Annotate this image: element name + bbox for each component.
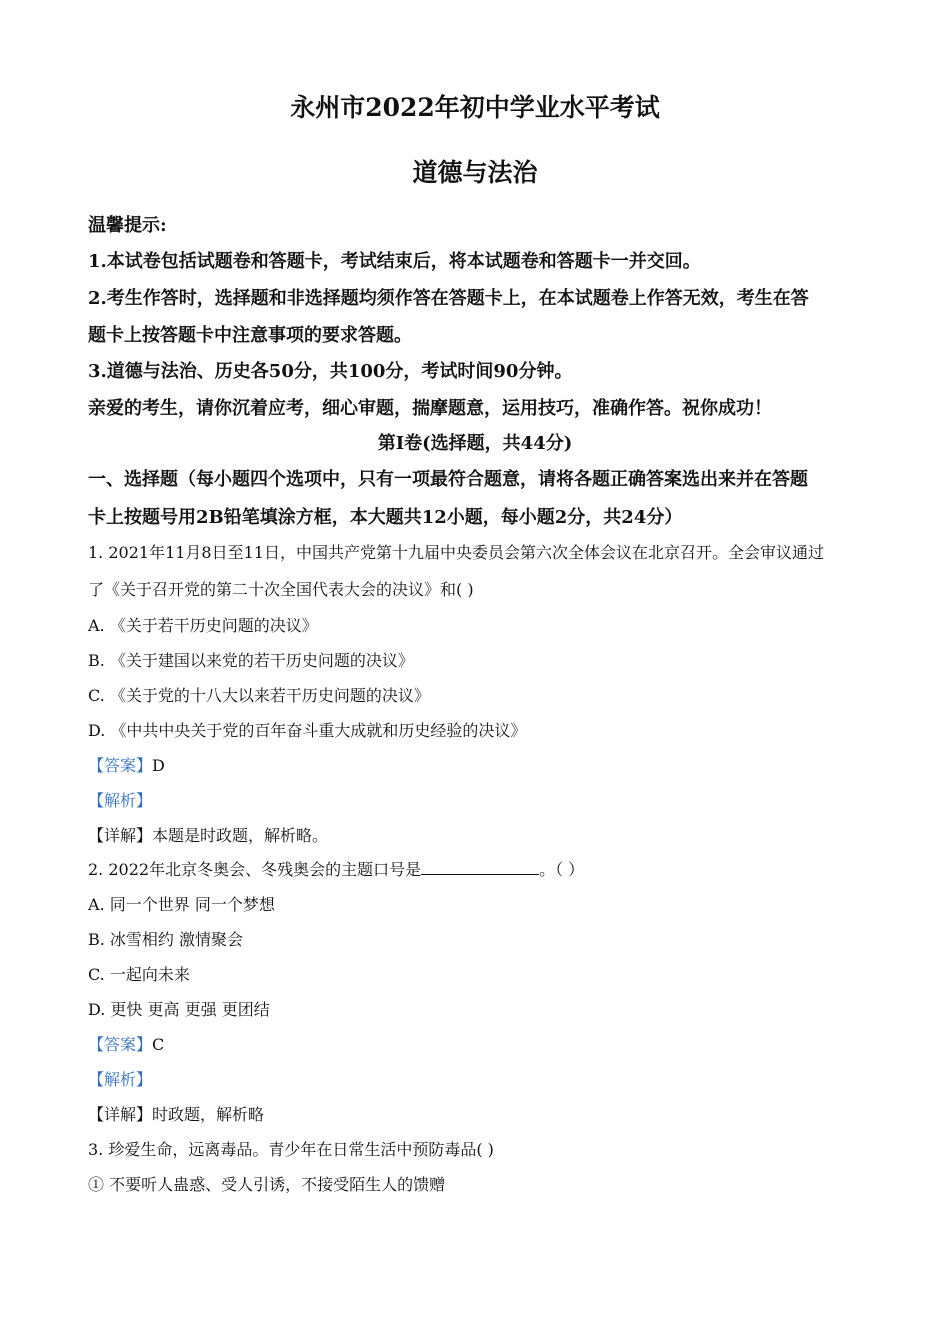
- subject-title: 道德与法治: [412, 158, 538, 187]
- answer-line: [88, 1032, 858, 1055]
- question-stem: 3. 珍爱生命，远离毒品。青少年在日常生活中预防毒品( ): [88, 1140, 494, 1159]
- section-instruction: 卡上按题号用2B铅笔填涂方框，本大题共12小题，每小题2分，共24分）: [88, 507, 683, 528]
- stem-text: 。（ ）: [539, 860, 585, 879]
- answer-value: D: [152, 756, 165, 775]
- answer-label: 【答案】: [88, 1035, 153, 1054]
- detail-text: 【详解】本题是时政题，解析略。: [88, 826, 329, 845]
- option-d: D. 更快 更高 更强 更团结: [88, 1000, 270, 1019]
- answer-value: C: [152, 1035, 165, 1054]
- volume-heading: 第Ⅰ卷(选择题，共44分): [377, 433, 573, 454]
- option-b: B. 冰雪相约 激情聚会: [88, 930, 244, 949]
- question-stem: 1. 2021年11月8日至11日，中国共产党第十九届中央委员会第六次全体会议在北京召开。全会审议通过: [88, 543, 824, 562]
- option-a: A. 同一个世界 同一个梦想: [88, 895, 275, 914]
- statement-item: ① 不要听人蛊惑、受人引诱，不接受陌生人的馈赠: [88, 1175, 446, 1194]
- tips-heading: 温馨提示:: [88, 215, 167, 236]
- tip-item: 1.本试卷包括试题卷和答题卡，考试结束后，将本试题卷和答题卡一并交回。: [88, 251, 701, 272]
- section-instruction: 一、选择题（每小题四个选项中，只有一项最符合题意，请将各题正确答案选出来并在答题: [88, 469, 808, 490]
- detail-text: 【详解】时政题，解析略: [88, 1105, 265, 1124]
- fill-blank: [421, 860, 539, 875]
- exam-title: 永州市2022年初中学业水平考试: [290, 93, 660, 122]
- encourage-text: 亲爱的考生，请你沉着应考，细心审题，揣摩题意，运用技巧，准确作答。祝你成功！: [88, 398, 772, 419]
- option-a: A. 《关于若干历史问题的决议》: [88, 616, 318, 635]
- tip-item: 3.道德与法治、历史各50分，共100分，考试时间90分钟。: [88, 361, 573, 382]
- option-c: C. 《关于党的十八大以来若干历史问题的决议》: [88, 686, 430, 705]
- stem-text: 2. 2022年北京冬奥会、冬残奥会的主题口号是: [88, 860, 422, 879]
- question-stem: [88, 857, 858, 880]
- option-c: C. 一起向未来: [88, 965, 190, 984]
- answer-label: 【答案】: [88, 756, 153, 775]
- tip-item: 2.考生作答时，选择题和非选择题均须作答在答题卡上，在本试题卷上作答无效，考生在答: [88, 288, 809, 309]
- question-stem: 了《关于召开党的第二十次全国代表大会的决议》和( ): [88, 580, 474, 599]
- option-d: D. 《中共中央关于党的百年奋斗重大成就和历史经验的决议》: [88, 721, 527, 740]
- answer-line: [88, 753, 858, 776]
- option-b: B. 《关于建国以来党的若干历史问题的决议》: [88, 651, 414, 670]
- analysis-label: 【解析】: [88, 1070, 153, 1089]
- analysis-label: 【解析】: [88, 791, 153, 810]
- tip-item: 题卡上按答题卡中注意事项的要求答题。: [88, 325, 412, 346]
